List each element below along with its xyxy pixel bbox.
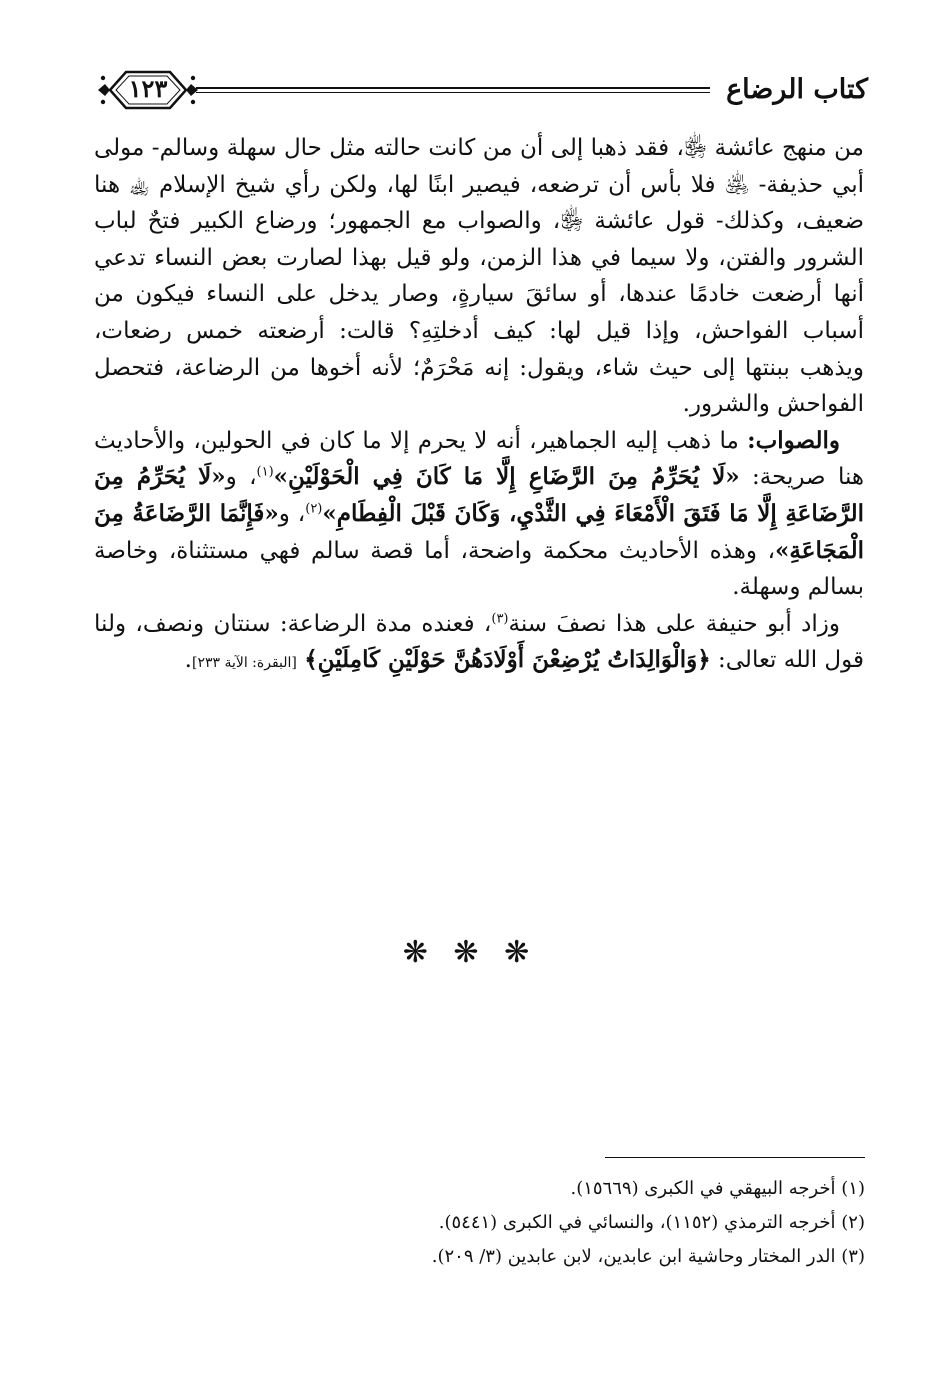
paragraph-2-text-a: ما ذهب إليه الجماهير، أنه لا يحرم إلا ما كان في الحولين، والأحاديث هنا صريحة: <box>94 427 865 491</box>
footnote-divider <box>605 1157 865 1158</box>
body-text <box>94 130 864 682</box>
footnote-2: (٢) أخرجه الترمذي (١١٥٢)، والنسائي في الكبرى (٥٤٤١). <box>438 1212 865 1233</box>
hadith-quote-3: «فَإِنَّمَا الرَّضَاعَةُ مِنَ الْمَجَاعَةِ» <box>94 499 864 564</box>
paragraph-3 <box>94 606 864 682</box>
chapter-title: كتاب الرضاع <box>726 74 868 105</box>
paragraph-3-end: . <box>184 647 192 674</box>
footnote-ref-2: (٢) <box>305 501 323 517</box>
footnotes <box>95 1172 865 1274</box>
paragraph-2-text-b: ، و <box>225 464 257 491</box>
quran-verse: ﴿وَالْوَالِدَاتُ يُرْضِعْنَ أَوْلَادَهُنَّ حَوْلَيْنِ كَامِلَيْنِ﴾ <box>304 646 711 674</box>
paragraph-3-text-b: ، فعنده مدة الرضاعة: سنتان ونصف، ولنا قول الله تعالى: <box>94 610 864 674</box>
footnote-3: (٣) الدر المختار وحاشية ابن عابدين، لابن عابدين (٣/ ٢٠٩). <box>431 1246 865 1267</box>
paragraph-2-text-c: ، و <box>278 500 306 527</box>
page-number: ١٢٣ <box>128 74 168 103</box>
paragraph-2-text-d: ، وهذه الأحاديث محكمة واضحة، أما قصة سالم فهي مستثناة، وخاصة بسالم وسهلة. <box>94 537 864 601</box>
footnote-1: (١) أخرجه البيهقي في الكبرى (١٥٦٦٩). <box>570 1178 865 1199</box>
footnote-ref-1: (١) <box>256 464 274 480</box>
hadith-quote-2: «لَا يُحَرِّمُ مِنَ الرَّضَاعَةِ إِلَّا مَا فَتَقَ الْأَمْعَاءَ فِي الثَّدْيِ، وَكَانَ قَبْلَ الْفِطَامِ» <box>94 463 864 527</box>
quran-reference: [البقرة: الآية ٢٣٣] <box>191 655 297 672</box>
page-header <box>96 66 868 118</box>
section-end-ornament: ❋ ❋ ❋ <box>402 935 538 970</box>
paragraph-1: من منهج عائشة ﵂، فقد ذهبا إلى أن من كانت حالته مثل حال سهلة وسالم- مولى أبي حذيفة- ﵁ فلا بأس أن ترضعه، فيصير ابنًا لها، ولكن رأي شيخ الإسلام ﵀ هنا ضعيف، وكذلك- قول عائشة ﵂، والصواب مع الجمهور؛ ورضاع الكبير فتحٌ لباب الشرور والفتن، ولا سيما في هذا الزمن، ولو قيل بهذا لصارت بعض النساء تدعي أنها أرضعت خادمًا عندها، أو سائقَ سيارةٍ، وصار يدخل على النساء فيكون من أسباب الفواحش، وإذا قيل لها: كيف أدخلتِهِ؟ قالت: أرضعته خمس رضعات، ويذهب ببنتها إلى حيث شاء، ويقول: إنه مَحْرَمٌ؛ لأنه أخوها من الرضاعة، فتحصل الفواحش والشرور. <box>94 135 864 418</box>
footnote-ref-3: (٣) <box>491 611 509 627</box>
paragraph-2 <box>94 423 864 606</box>
page-number-badge <box>96 66 200 114</box>
paragraph-3-text-a: وزاد أبو حنيفة على هذا نصفَ سنة <box>508 610 840 637</box>
header-rule <box>196 87 710 93</box>
hadith-quote-1: «لَا يُحَرِّمُ مِنَ الرَّضَاعِ إِلَّا مَا كَانَ فِي الْحَوْلَيْنِ» <box>273 463 740 491</box>
paragraph-2-label: والصواب: <box>747 426 840 454</box>
